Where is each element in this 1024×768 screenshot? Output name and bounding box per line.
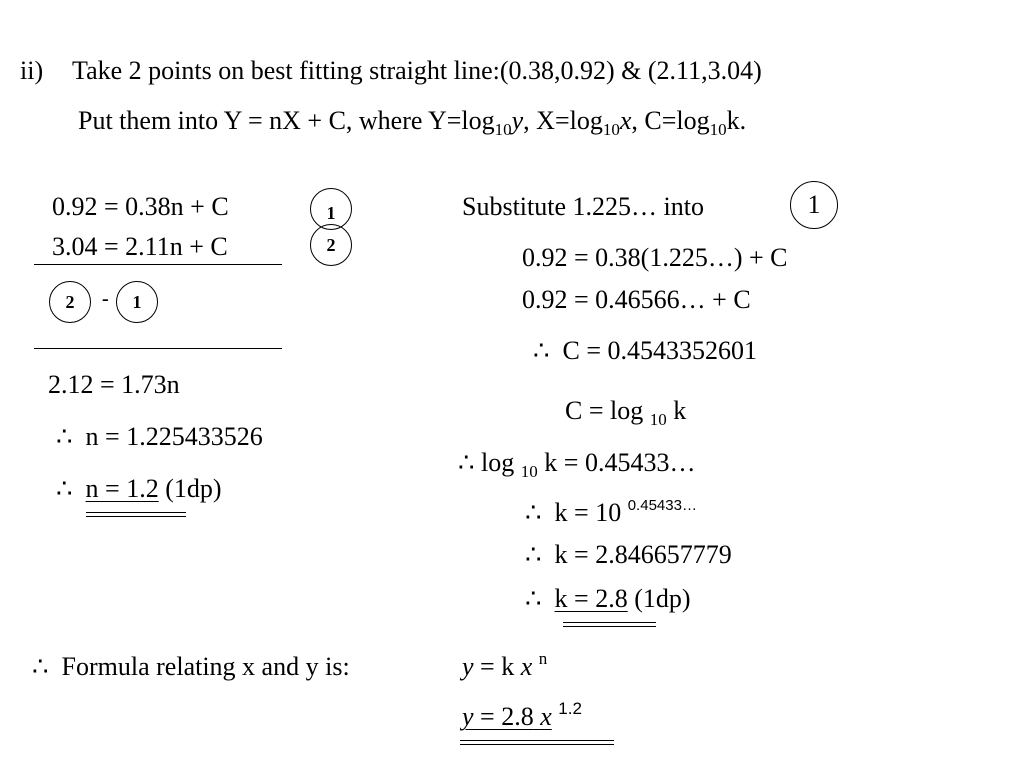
final-formula-double-underline <box>460 740 614 745</box>
subtract-operator: - <box>102 288 109 310</box>
k-power: ∴ k = 10 $^{0.45433\dots}$ <box>525 497 697 527</box>
equation-2: 3.04 = 2.11n + C <box>52 232 228 261</box>
c-log-definition: C = log $_{10}$ k <box>565 396 687 429</box>
substitution-line-2: 0.92 = 0.46566… + C <box>522 285 751 314</box>
n-rounded: ∴ n = 1.2 (1dp) <box>56 474 222 503</box>
conclusion-label: ∴ Formula relating x and y is: <box>32 652 350 681</box>
subtract-tag-1: 1 <box>116 281 158 323</box>
part-label: ii) <box>20 56 44 85</box>
k-double-underline <box>563 622 656 627</box>
difference-result: 2.12 = 1.73n <box>48 370 180 399</box>
subtract-tag-2: 2 <box>49 281 91 323</box>
k-rounded: ∴ k = 2.8 (1dp) <box>525 584 691 613</box>
equation-1: 0.92 = 0.38n + C <box>52 192 229 221</box>
equation-2-underline <box>34 264 282 265</box>
equation-2-tag: 2 <box>310 224 352 266</box>
n-exact: ∴ n = 1.225433526 <box>56 422 263 451</box>
log-k-value: ∴ log $_{10}$ k = 0.45433… <box>458 448 696 481</box>
substitute-tag: 1 <box>790 181 838 229</box>
n-double-underline <box>86 512 186 517</box>
instruction-line-1: Take 2 points on best fitting straight line:(0.38,0.92) & (2.11,3.04) <box>72 56 762 85</box>
equation-1-tag: 1 <box>310 188 352 230</box>
substitution-line-1: 0.92 = 0.38(1.225…) + C <box>522 243 788 272</box>
general-formula: y = k x $^n$ <box>462 649 548 681</box>
k-exact: ∴ k = 2.846657779 <box>525 540 732 569</box>
subtraction-rule <box>34 348 282 349</box>
final-formula: y = 2.8 x $^{1.2}$ <box>462 699 582 731</box>
substitute-instruction: Substitute 1.225… into <box>462 192 704 221</box>
c-value: ∴ C = 0.4543352601 <box>533 336 758 365</box>
instruction-line-2: Put them into Y = nX + C, where $Y=\log_{10}y$, $X=\log_{10}x$, $C=\log_{10}k$. <box>78 106 747 139</box>
